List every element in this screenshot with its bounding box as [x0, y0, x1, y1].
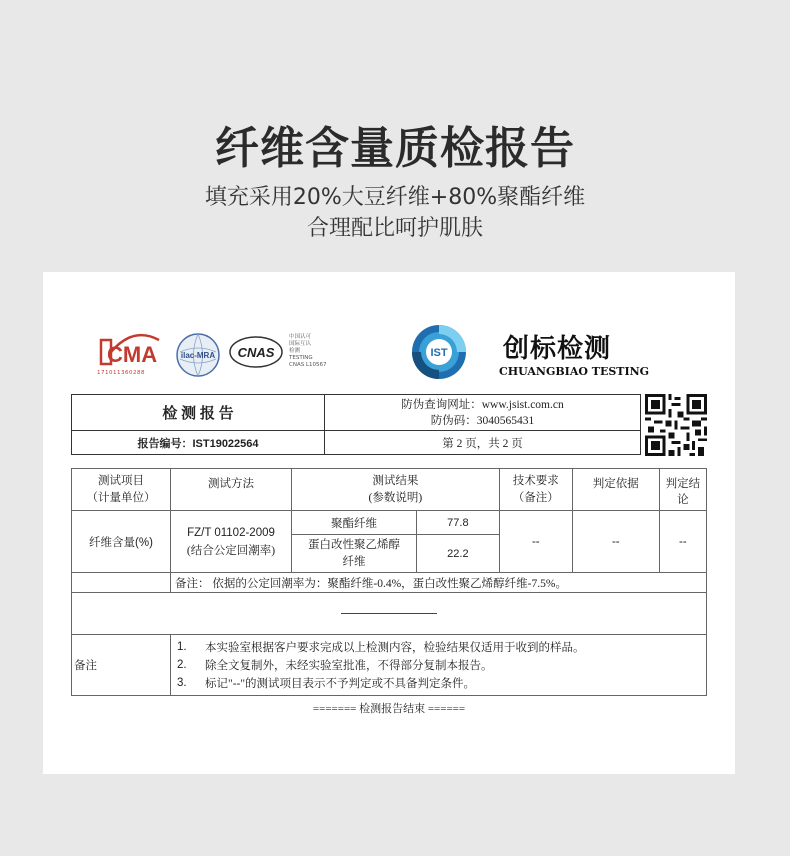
- remark-text: 备注： 依据的公定回潮率为：聚酯纤维-0.4%，蛋白改性聚乙烯醇纤维-7.5%。: [171, 573, 707, 593]
- report-title: 检 测 报 告: [72, 395, 325, 431]
- remark-row: [72, 573, 707, 593]
- page-info: 第 2 页，共 2 页: [325, 431, 641, 455]
- results-table: [71, 468, 707, 696]
- svg-text:ilac-MRA: ilac-MRA: [180, 351, 216, 360]
- fiber-name: 聚酯纤维: [292, 511, 417, 535]
- basis-value: --: [572, 511, 659, 573]
- svg-text:CMA: CMA: [107, 342, 158, 367]
- qr-code: [645, 394, 707, 456]
- svg-text:IST: IST: [430, 347, 448, 359]
- cnas-logo: [229, 336, 283, 368]
- header-method: 测试方法: [171, 469, 292, 511]
- item-fiber-content: 纤维含量(%): [72, 511, 171, 573]
- separator-line: [341, 613, 437, 614]
- requirement-value: --: [499, 511, 572, 573]
- cma-number: 171011360288: [97, 370, 145, 376]
- header-requirement: 技术要求 （备注）: [499, 469, 572, 511]
- notes-cell: [171, 635, 707, 696]
- notes-label: 备注: [72, 635, 171, 696]
- brand-name-en: CHUANGBIAO TESTING: [499, 365, 650, 378]
- ilac-mra-logo: [175, 332, 221, 378]
- verify-info: [325, 395, 641, 431]
- note-item: 1. 本实验室根据客户要求完成以上检测内容，检验结果仅适用于收到的样品。: [177, 641, 585, 654]
- header-conclusion: 判定结论: [659, 469, 706, 511]
- header-result: 测试结果 (参数说明): [292, 469, 500, 511]
- report-end-text: ======= 检测报告结束 ======: [312, 703, 466, 715]
- fiber-value: 77.8: [417, 511, 500, 535]
- report-number: 报告编号：IST19022564: [72, 431, 325, 455]
- table-row: [72, 511, 707, 535]
- brand-name-cn: 创标检测: [503, 334, 612, 364]
- subtitle-line-1: 填充采用20%大豆纤维+80%聚酯纤维: [204, 185, 586, 210]
- verify-url: 防伪查询网址：www.jsist.com.cn: [401, 398, 564, 411]
- anti-fake-code: 防伪码：3040565431: [430, 414, 535, 427]
- method-cell: FZ/T 01102-2009 (结合公定回潮率): [171, 511, 292, 573]
- page-title: 纤维含量质检报告: [215, 123, 575, 174]
- notes-row: [72, 635, 707, 696]
- fiber-name: 蛋白改性聚乙烯醇纤维: [292, 535, 417, 573]
- header-item: 测试项目 （计量单位）: [72, 469, 171, 511]
- note-item: 3. 标记"--"的测试项目表示不予判定或不具备判定条件。: [177, 677, 476, 690]
- note-item: 2. 除全文复制外，未经实验室批准，不得部分复制本报告。: [177, 659, 493, 672]
- fiber-value: 22.2: [417, 535, 500, 573]
- conclusion-value: --: [659, 511, 706, 573]
- table-header-row: [72, 469, 707, 511]
- report-header-table: [71, 394, 641, 455]
- ist-logo: [409, 322, 469, 382]
- svg-text:CNAS: CNAS: [237, 345, 275, 360]
- header-basis: 判定依据: [572, 469, 659, 511]
- report-document: [43, 272, 735, 774]
- subtitle-line-2: 合理配比呵护肌肤: [306, 216, 483, 241]
- separator-row: [72, 593, 707, 635]
- cnas-caption: 中国认可 国际互认 检测 TESTING CNAS L10567: [289, 334, 327, 368]
